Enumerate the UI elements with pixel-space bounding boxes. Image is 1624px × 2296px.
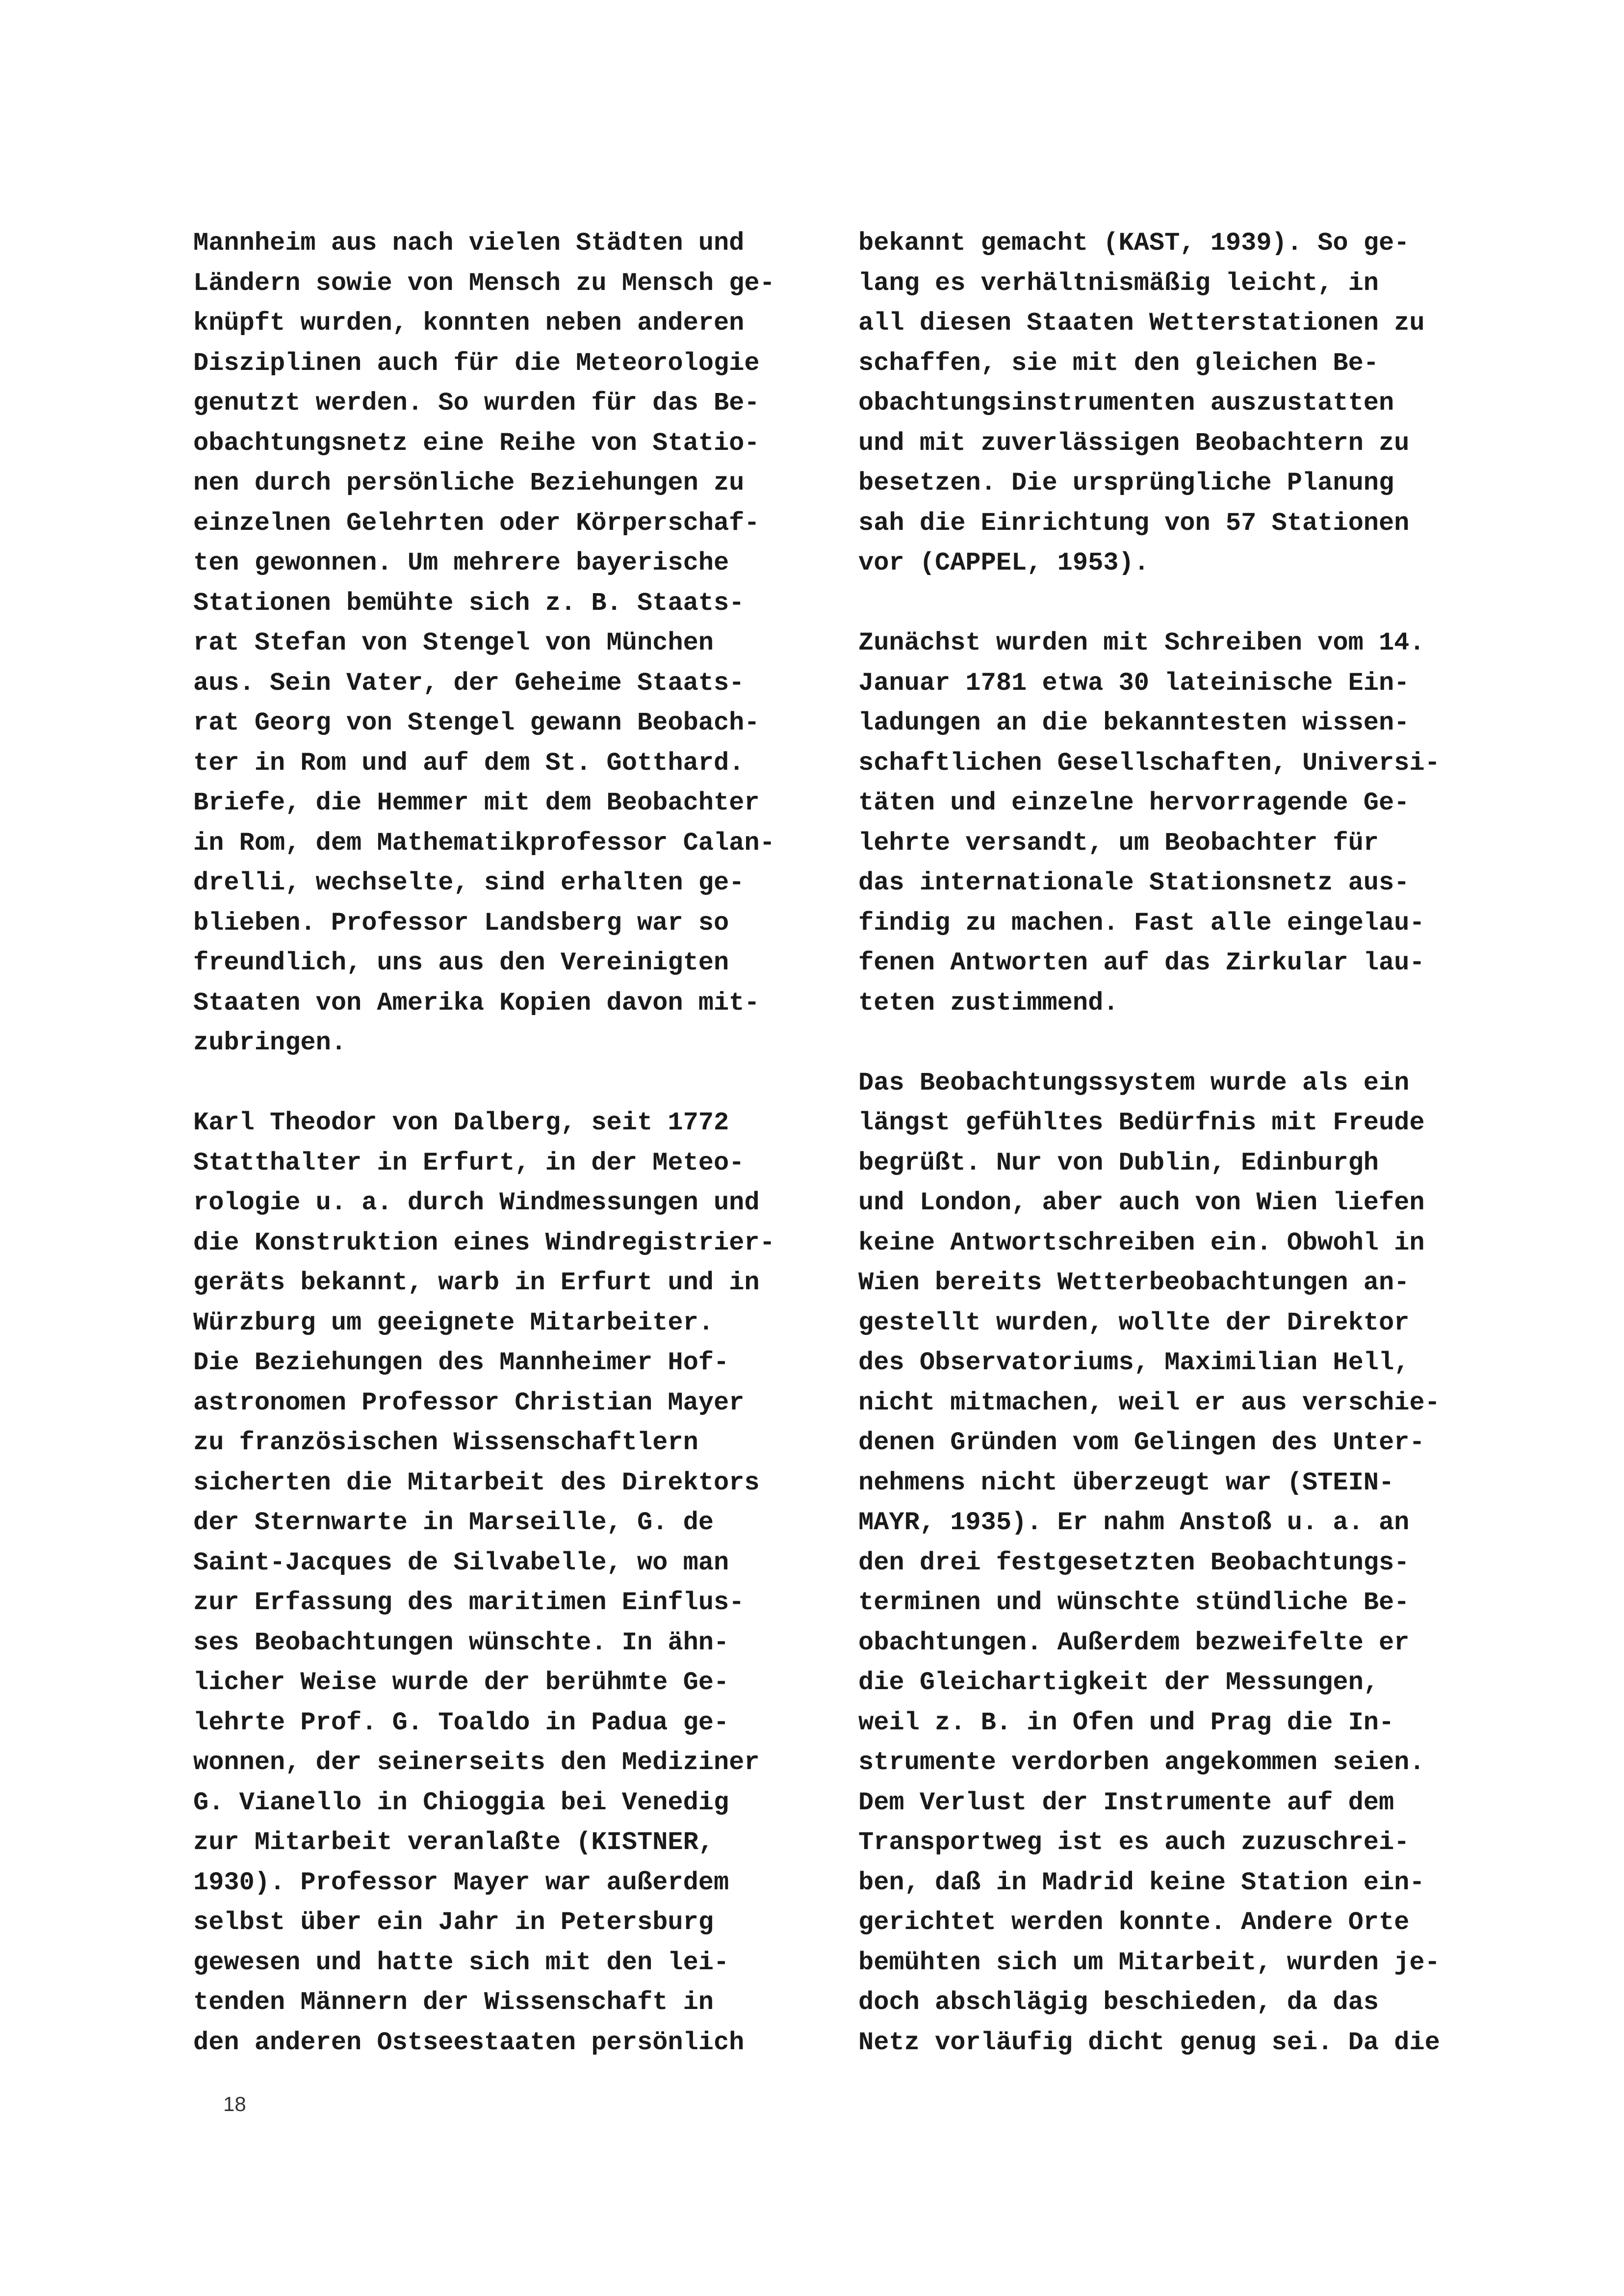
paragraph: [858, 1063, 1491, 2063]
text-line: wonnen, der seinerseits den Mediziner: [193, 1748, 760, 1777]
text-line: G. Vianello in Chioggia bei Venedig: [193, 1788, 729, 1817]
text-line: bemühten sich um Mitarbeit, wurden je-: [858, 1948, 1440, 1977]
text-line: licher Weise wurde der berühmte Ge-: [193, 1668, 729, 1697]
text-line: gewesen und hatte sich mit den lei-: [193, 1948, 729, 1977]
page-number: 18: [223, 2092, 246, 2115]
text-line: blieben. Professor Landsberg war so: [193, 908, 729, 938]
text-line: Zunächst wurden mit Schreiben vom 14.: [858, 628, 1425, 657]
text-line: selbst über ein Jahr in Petersburg: [193, 1908, 714, 1937]
text-line: rat Georg von Stengel gewann Beobach-: [193, 708, 760, 737]
text-line: zur Mitarbeit veranlaßte (KISTNER,: [193, 1828, 714, 1857]
text-line: Disziplinen auch für die Meteorologie: [193, 348, 760, 378]
text-line: Ländern sowie von Mensch zu Mensch ge-: [193, 268, 775, 298]
text-line: weil z. B. in Ofen und Prag die In-: [858, 1708, 1394, 1737]
text-line: gerichtet werden konnte. Andere Orte: [858, 1908, 1410, 1937]
text-line: teten zustimmend.: [858, 988, 1119, 1018]
paragraph-gap: [193, 1063, 826, 1103]
text-line: begrüßt. Nur von Dublin, Edinburgh: [858, 1148, 1379, 1177]
text-line: Netz vorläufig dicht genug sei. Da die: [858, 2028, 1440, 2057]
right-column: [858, 223, 1491, 2062]
text-line: ben, daß in Madrid keine Station ein-: [858, 1868, 1425, 1897]
text-line: Stationen bemühte sich z. B. Staats-: [193, 588, 745, 618]
text-line: doch abschlägig beschieden, da das: [858, 1988, 1379, 2017]
text-line: drelli, wechselte, sind erhalten ge-: [193, 868, 745, 897]
text-line: das internationale Stationsnetz aus-: [858, 868, 1410, 897]
text-line: in Rom, dem Mathematikprofessor Calan-: [193, 828, 775, 858]
text-line: schaffen, sie mit den gleichen Be-: [858, 348, 1379, 378]
text-line: zubringen.: [193, 1028, 347, 1057]
text-line: Die Beziehungen des Mannheimer Hof-: [193, 1348, 729, 1377]
text-line: denen Gründen vom Gelingen des Unter-: [858, 1428, 1425, 1457]
text-line: terminen und wünschte stündliche Be-: [858, 1588, 1410, 1617]
text-line: rologie u. a. durch Windmessungen und: [193, 1188, 760, 1217]
text-line: längst gefühltes Bedürfnis mit Freude: [858, 1108, 1425, 1137]
text-line: Briefe, die Hemmer mit dem Beobachter: [193, 788, 760, 817]
text-line: genutzt werden. So wurden für das Be-: [193, 389, 760, 417]
paragraph: [193, 1103, 826, 2062]
text-line: zu französischen Wissenschaftlern: [193, 1428, 698, 1457]
text-line: lehrte Prof. G. Toaldo in Padua ge-: [193, 1708, 729, 1737]
text-line: strumente verdorben angekommen seien.: [858, 1748, 1425, 1777]
text-line: Würzburg um geeignete Mitarbeiter.: [193, 1308, 714, 1337]
text-line: sah die Einrichtung von 57 Stationen: [858, 508, 1410, 538]
text-line: ten gewonnen. Um mehrere bayerische: [193, 548, 729, 577]
text-line: findig zu machen. Fast alle eingelau-: [858, 908, 1425, 938]
text-line: freundlich, uns aus den Vereinigten: [193, 948, 729, 977]
text-line: Januar 1781 etwa 30 lateinische Ein-: [858, 668, 1410, 698]
text-line: den drei festgesetzten Beobachtungs-: [858, 1548, 1410, 1577]
text-line: aus. Sein Vater, der Geheime Staats-: [193, 668, 745, 698]
text-line: schaftlichen Gesellschaften, Universi-: [858, 748, 1440, 778]
text-line: 1930). Professor Mayer war außerdem: [193, 1868, 729, 1897]
text-line: nehmens nicht überzeugt war (STEIN-: [858, 1468, 1394, 1497]
text-line: und mit zuverlässigen Beobachtern zu: [858, 428, 1410, 458]
text-line: den anderen Ostseestaaten persönlich: [193, 2028, 745, 2057]
text-line: knüpft wurden, konnten neben anderen: [193, 309, 745, 338]
text-line: geräts bekannt, warb in Erfurt und in: [193, 1268, 760, 1297]
text-line: Saint-Jacques de Silvabelle, wo man: [193, 1548, 729, 1577]
text-line: Karl Theodor von Dalberg, seit 1772: [193, 1108, 729, 1137]
text-line: Transportweg ist es auch zuzuschrei-: [858, 1828, 1410, 1857]
text-line: fenen Antworten auf das Zirkular lau-: [858, 948, 1425, 977]
text-line: der Sternwarte in Marseille, G. de: [193, 1508, 714, 1537]
text-line: des Observatoriums, Maximilian Hell,: [858, 1348, 1410, 1377]
text-line: ter in Rom und auf dem St. Gotthard.: [193, 748, 745, 778]
paragraph: [858, 223, 1491, 583]
text-line: und London, aber auch von Wien liefen: [858, 1188, 1425, 1217]
paragraph-gap: [858, 583, 1491, 624]
text-line: zur Erfassung des maritimen Einflus-: [193, 1588, 745, 1617]
left-column: [193, 223, 826, 2062]
text-line: tenden Männern der Wissenschaft in: [193, 1988, 714, 2017]
text-line: nen durch persönliche Beziehungen zu: [193, 469, 745, 497]
text-line: besetzen. Die ursprüngliche Planung: [858, 469, 1394, 497]
paragraph-gap: [858, 1023, 1491, 1063]
text-line: astronomen Professor Christian Mayer: [193, 1388, 745, 1417]
text-line: rat Stefan von Stengel von München: [193, 628, 714, 657]
text-line: bekannt gemacht (KAST, 1939). So ge-: [858, 229, 1410, 258]
text-line: sicherten die Mitarbeit des Direktors: [193, 1468, 760, 1497]
text-line: vor (CAPPEL, 1953).: [858, 548, 1149, 577]
text-line: Mannheim aus nach vielen Städten und: [193, 229, 745, 258]
paragraph: [193, 223, 826, 1063]
text-line: gestellt wurden, wollte der Direktor: [858, 1308, 1410, 1337]
text-line: obachtungsnetz eine Reihe von Statio-: [193, 428, 760, 458]
text-line: Statthalter in Erfurt, in der Meteo-: [193, 1148, 745, 1177]
text-line: lang es verhältnismäßig leicht, in: [858, 268, 1379, 298]
text-line: Staaten von Amerika Kopien davon mit-: [193, 988, 760, 1018]
text-line: die Konstruktion eines Windregistrier-: [193, 1228, 775, 1257]
text-line: einzelnen Gelehrten oder Körperschaf-: [193, 508, 760, 538]
text-line: keine Antwortschreiben ein. Obwohl in: [858, 1228, 1425, 1257]
text-line: Wien bereits Wetterbeobachtungen an-: [858, 1268, 1410, 1297]
text-line: obachtungen. Außerdem bezweifelte er: [858, 1628, 1410, 1657]
text-line: die Gleichartigkeit der Messungen,: [858, 1668, 1379, 1697]
text-line: ladungen an die bekanntesten wissen-: [858, 708, 1410, 737]
text-line: all diesen Staaten Wetterstationen zu: [858, 309, 1425, 338]
text-line: ses Beobachtungen wünschte. In ähn-: [193, 1628, 729, 1657]
text-line: lehrte versandt, um Beobachter für: [858, 828, 1379, 858]
text-line: Dem Verlust der Instrumente auf dem: [858, 1788, 1394, 1817]
text-line: obachtungsinstrumenten auszustatten: [858, 389, 1394, 417]
paragraph: [858, 623, 1491, 1023]
text-line: Das Beobachtungssystem wurde als ein: [858, 1068, 1410, 1097]
text-line: täten und einzelne hervorragende Ge-: [858, 788, 1410, 817]
text-line: MAYR, 1935). Er nahm Anstoß u. a. an: [858, 1508, 1410, 1537]
text-line: nicht mitmachen, weil er aus verschie-: [858, 1388, 1440, 1417]
